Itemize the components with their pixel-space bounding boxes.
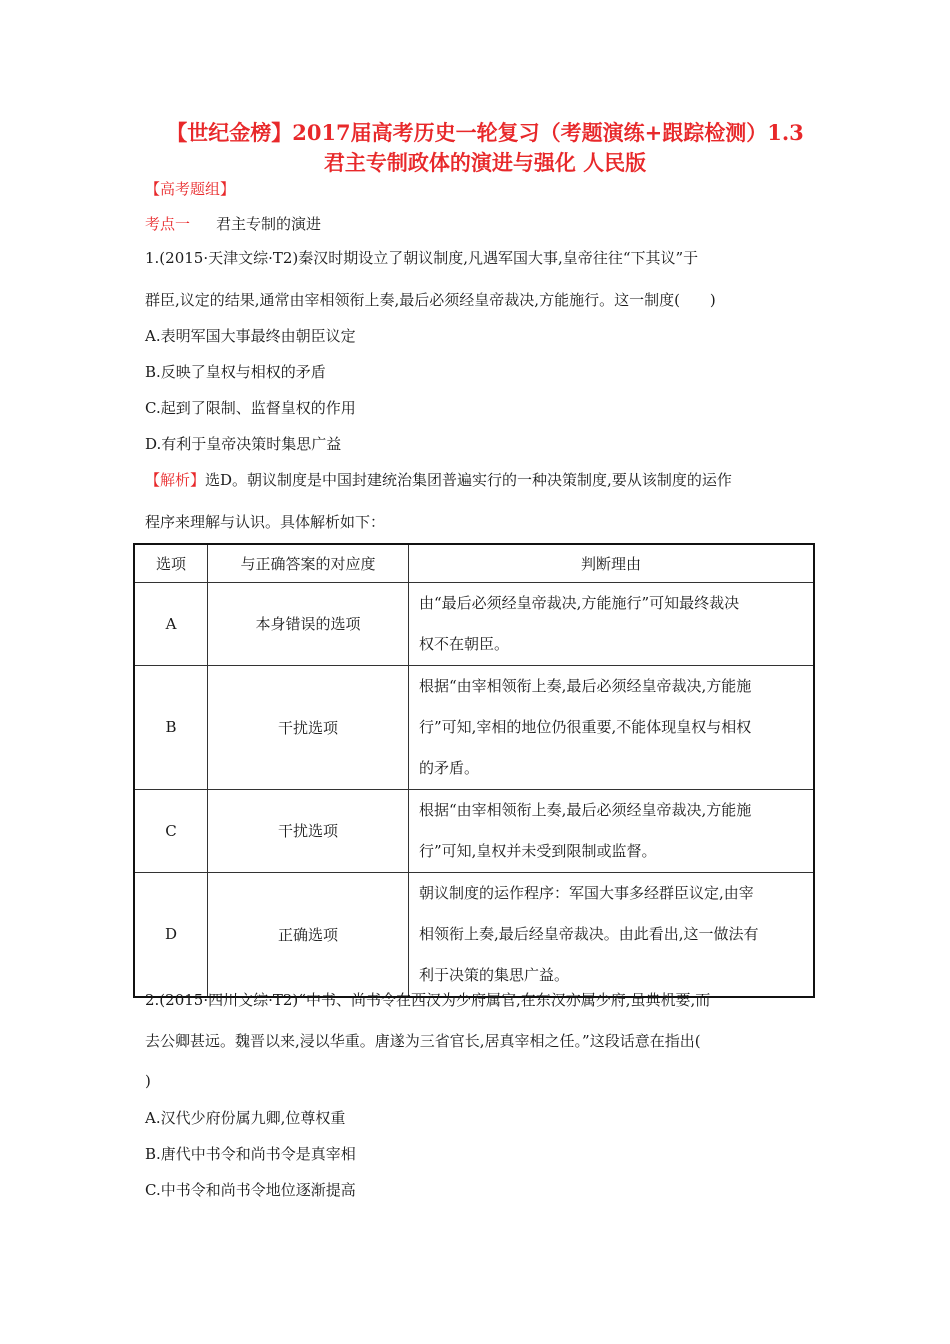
table-header-reason: 判断理由 bbox=[409, 544, 815, 582]
reason-line: 的矛盾。 bbox=[419, 758, 480, 777]
analysis-text: 选D。朝议制度是中国封建统治集团普遍实行的一种决策制度,要从该制度的运作 bbox=[205, 471, 732, 489]
reason-line: 根据“由宰相领衔上奏,最后必须经皇帝裁决,方能施 bbox=[419, 800, 752, 819]
document-title bbox=[100, 118, 870, 178]
q1-stem-line-2: 群臣,议定的结果,通常由宰相领衔上奏,最后必须经皇帝裁决,方能施行。这一制度( ) bbox=[145, 291, 716, 309]
table-cell-reason bbox=[409, 789, 815, 872]
table-header-row bbox=[134, 544, 814, 582]
q2-stem-line-1: 2.(2015·四川文综·T2)“中书、尚书令在西汉为少府属官,在东汉亦属少府,虽典机要,而 bbox=[145, 991, 711, 1009]
q1-option-a: A.表明军国大事最终由朝臣议定 bbox=[145, 327, 356, 345]
q2-option-a: A.汉代少府份属九卿,位尊权重 bbox=[145, 1109, 346, 1127]
table-row bbox=[134, 872, 814, 997]
table-cell-option: A bbox=[134, 582, 208, 665]
q2-stem-line-2: 去公卿甚远。魏晋以来,浸以华重。唐遂为三省官长,居真宰相之任。”这段话意在指出( bbox=[145, 1032, 701, 1050]
table-cell-reason bbox=[409, 665, 815, 789]
q1-option-d: D.有利于皇帝决策时集思广益 bbox=[145, 435, 342, 453]
table-cell-relevance: 本身错误的选项 bbox=[208, 582, 409, 665]
title-line-2: 君主专制政体的演进与强化 人民版 bbox=[323, 150, 647, 175]
table-header-option: 选项 bbox=[134, 544, 208, 582]
table-cell-reason bbox=[409, 582, 815, 665]
q1-analysis-line-1 bbox=[145, 470, 810, 490]
table-row bbox=[134, 582, 814, 665]
q1-option-c: C.起到了限制、监督皇权的作用 bbox=[145, 399, 356, 417]
reason-line: 根据“由宰相领衔上奏,最后必须经皇帝裁决,方能施 bbox=[419, 676, 752, 695]
q1-analysis-line-2: 程序来理解与认识。具体解析如下： bbox=[145, 513, 386, 531]
table-cell-relevance: 干扰选项 bbox=[208, 789, 409, 872]
table-cell-relevance: 正确选项 bbox=[208, 872, 409, 997]
reason-line: 由“最后必须经皇帝裁决,方能施行”可知最终裁决 bbox=[419, 593, 740, 612]
q1-stem-line-1: 1.(2015·天津文综·T2)秦汉时期设立了朝议制度,凡遇军国大事,皇帝往往“下其议”于 bbox=[145, 249, 699, 267]
q2-stem-line-3: ) bbox=[145, 1072, 151, 1090]
reason-line: 朝议制度的运作程序：军国大事多经群臣议定,由宰 bbox=[419, 883, 754, 902]
kaodian-text: 君主专制的演进 bbox=[216, 215, 322, 233]
table-cell-option: C bbox=[134, 789, 208, 872]
section-label: 【高考题组】 bbox=[145, 180, 236, 198]
kaodian-label: 考点一 bbox=[145, 215, 191, 233]
reason-line: 相领衔上奏,最后经皇帝裁决。由此看出,这一做法有 bbox=[419, 924, 759, 943]
title-line-1: 【世纪金榜】2017届高考历史一轮复习（考题演练+跟踪检测）1.3 bbox=[166, 120, 804, 145]
analysis-tag: 【解析】 bbox=[145, 471, 206, 489]
table-row bbox=[134, 789, 814, 872]
reason-line: 利于决策的集思广益。 bbox=[419, 965, 570, 984]
table-cell-relevance: 干扰选项 bbox=[208, 665, 409, 789]
analysis-table bbox=[133, 543, 815, 998]
table-cell-option: D bbox=[134, 872, 208, 997]
table-cell-reason bbox=[409, 872, 815, 997]
reason-line: 行”可知,宰相的地位仍很重要,不能体现皇权与相权 bbox=[419, 717, 752, 736]
q2-option-c: C.中书令和尚书令地位逐渐提高 bbox=[145, 1181, 356, 1199]
table-header-relevance: 与正确答案的对应度 bbox=[208, 544, 409, 582]
table-row bbox=[134, 665, 814, 789]
q2-option-b: B.唐代中书令和尚书令是真宰相 bbox=[145, 1145, 356, 1163]
reason-line: 行”可知,皇权并未受到限制或监督。 bbox=[419, 841, 657, 860]
kaodian-heading bbox=[145, 214, 810, 234]
reason-line: 权不在朝臣。 bbox=[419, 634, 510, 653]
q1-option-b: B.反映了皇权与相权的矛盾 bbox=[145, 363, 326, 381]
table-cell-option: B bbox=[134, 665, 208, 789]
